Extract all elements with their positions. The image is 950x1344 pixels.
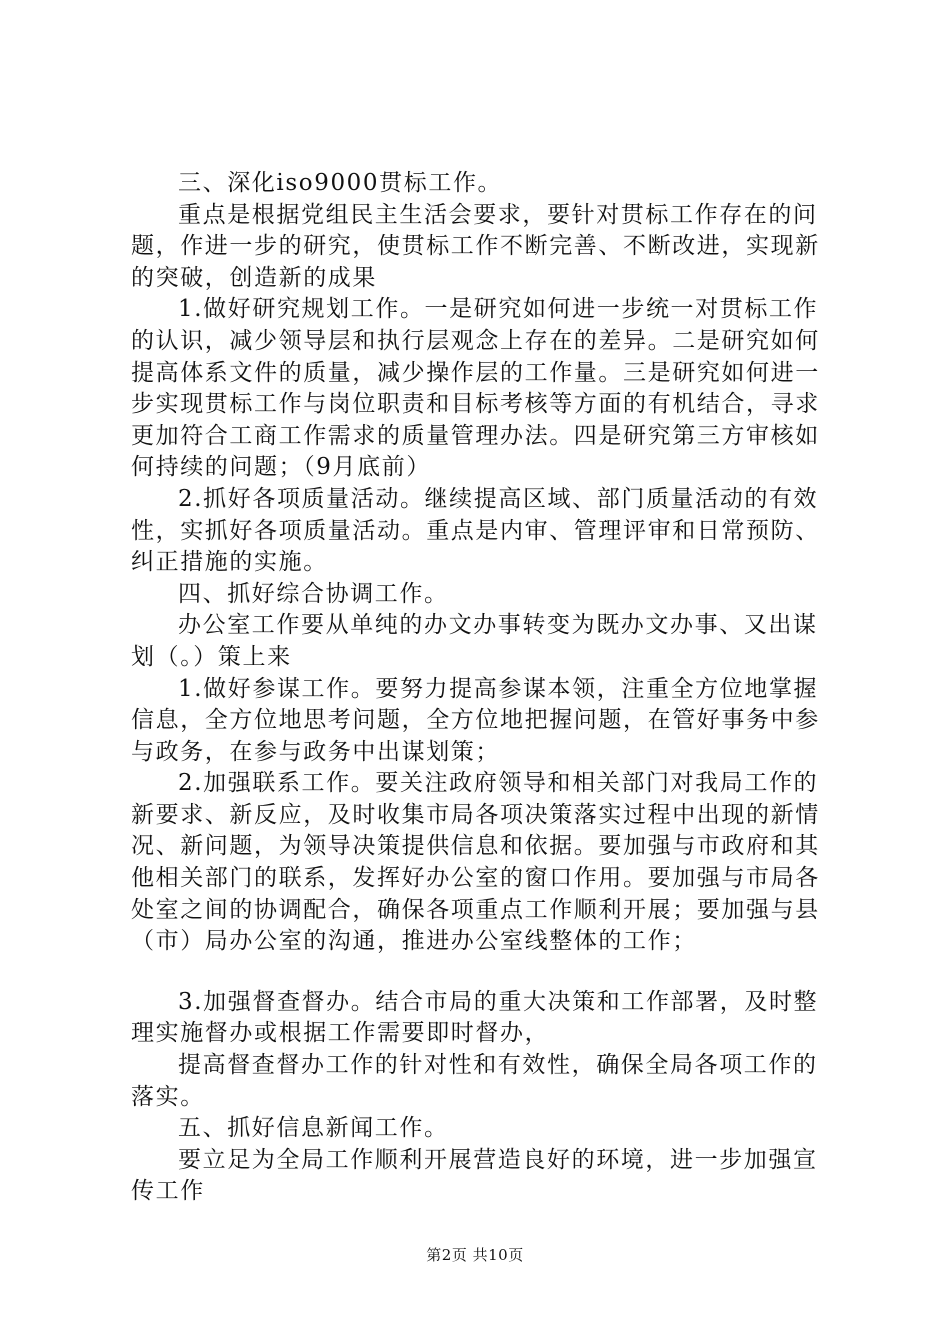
paragraph: 办公室工作要从单纯的办文办事转变为既办文办事、又出谋划（。）策上来 (131, 612, 818, 670)
page-number-footer: 第2页 共10页 (426, 1246, 524, 1264)
paragraph: 1.做好研究规划工作。一是研究如何进一步统一对贯标工作的认识，减少领导层和执行层观念上存在的差异。二是研究如何提高体系文件的质量，减少操作层的工作量。三是研究如何进一步实现贯标工作与岗位职责和目标考核等方面的有机结合，寻求更加符合工商工作需求的质量管理办法。四是研究第三方审核如何持续的问题；（9月底前） (131, 296, 820, 481)
section-heading-5: 五、抓好信息新闻工作。 (178, 1115, 449, 1142)
section-heading-4: 四、抓好综合协调工作。 (178, 580, 449, 607)
paragraph: 2.加强联系工作。要关注政府领导和相关部门对我局工作的新要求、新反应，及时收集市局各项决策落实过程中出现的新情况、新问题，为领导决策提供信息和依据。要加强与市政府和其他相关部门的联系，发挥好办公室的窗口作用。要加强与市局各处室之间的协调配合，确保各项重点工作顺利开展；要加强与县（市）局办公室的沟通，推进办公室线整体的工作； (131, 770, 820, 955)
paragraph: 1.做好参谋工作。要努力提高参谋本领，注重全方位地掌握信息，全方位地思考问题，全方位地把握问题，在管好事务中参与政务，在参与政务中出谋划策； (131, 675, 820, 765)
paragraph: 2.抓好各项质量活动。继续提高区域、部门质量活动的有效性，实抓好各项质量活动。重点是内审、管理评审和日常预防、纠正措施的实施。 (131, 485, 820, 576)
document-body (131, 168, 836, 1208)
paragraph: 3.加强督查督办。结合市局的重大决策和工作部署，及时整理实施督办或根据工作需要即时督办， (131, 988, 819, 1047)
section-heading-3: 三、深化iso9000贯标工作。 (178, 170, 503, 196)
paragraph: 要立足为全局工作顺利开展营造良好的环境，进一步加强宣传工作 (131, 1146, 818, 1205)
paragraph: 提高督查督办工作的针对性和有效性，确保全局各项工作的落实。 (131, 1052, 818, 1110)
paragraph: 重点是根据党组民主生活会要求，要针对贯标工作存在的问题，作进一步的研究，使贯标工作不断完善、不断改进，实现新的突破，创造新的成果 (131, 201, 820, 291)
